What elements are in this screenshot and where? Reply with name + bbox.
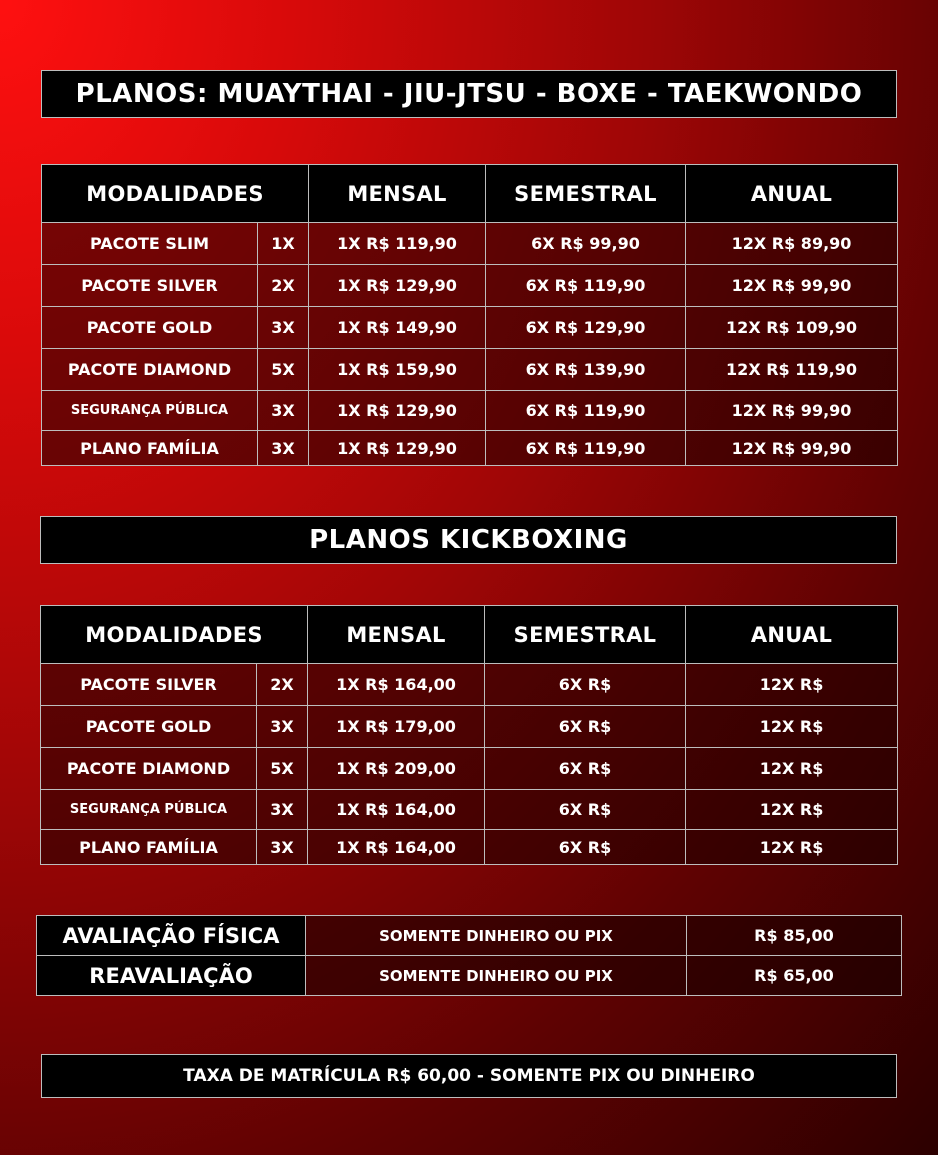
table-row [42, 431, 898, 466]
price-mensal: 1X R$ 129,90 [309, 431, 486, 466]
plan-name: PACOTE DIAMOND [42, 349, 258, 391]
price-mensal: 1X R$ 119,90 [309, 223, 486, 265]
table-row [42, 265, 898, 307]
price-semestral: 6X R$ 129,90 [486, 307, 686, 349]
price-semestral: 6X R$ [485, 790, 686, 830]
table-row [42, 391, 898, 431]
plan-frequency: 3X [257, 790, 308, 830]
plan-name: SEGURANÇA PÚBLICA [42, 391, 258, 431]
price-anual: 12X R$ [686, 790, 898, 830]
price-anual: 12X R$ 99,90 [686, 265, 898, 307]
price-mensal: 1X R$ 129,90 [309, 265, 486, 307]
header-modalidades: MODALIDADES [42, 165, 309, 223]
price-mensal: 1X R$ 209,00 [308, 748, 485, 790]
table-row [41, 706, 898, 748]
header-semestral: SEMESTRAL [486, 165, 686, 223]
enrollment-fee-banner: TAXA DE MATRÍCULA R$ 60,00 - SOMENTE PIX OU DINHEIRO [41, 1054, 897, 1098]
price-anual: 12X R$ [686, 706, 898, 748]
table-row [41, 664, 898, 706]
price-semestral: 6X R$ 119,90 [486, 265, 686, 307]
extras-table [36, 915, 902, 996]
plan-frequency: 3X [258, 307, 309, 349]
plan-name: PACOTE SLIM [42, 223, 258, 265]
price-mensal: 1X R$ 149,90 [309, 307, 486, 349]
section1-title: PLANOS: MUAYTHAI - JIU-JTSU - BOXE - TAEKWONDO [41, 70, 897, 118]
table-row [41, 790, 898, 830]
price-anual: 12X R$ 99,90 [686, 391, 898, 431]
header-semestral: SEMESTRAL [485, 606, 686, 664]
price-semestral: 6X R$ 99,90 [486, 223, 686, 265]
table-row [42, 307, 898, 349]
pricing-table-2 [40, 605, 898, 865]
price-mensal: 1X R$ 129,90 [309, 391, 486, 431]
header-anual: ANUAL [686, 606, 898, 664]
table-row [37, 916, 902, 956]
plan-frequency: 3X [257, 830, 308, 865]
table-header-row [41, 606, 898, 664]
service-price: R$ 85,00 [687, 916, 902, 956]
header-anual: ANUAL [686, 165, 898, 223]
price-anual: 12X R$ 109,90 [686, 307, 898, 349]
service-label: AVALIAÇÃO FÍSICA [37, 916, 306, 956]
header-mensal: MENSAL [308, 606, 485, 664]
header-modalidades: MODALIDADES [41, 606, 308, 664]
plan-frequency: 5X [258, 349, 309, 391]
plan-frequency: 1X [258, 223, 309, 265]
plan-name: PACOTE SILVER [42, 265, 258, 307]
table-header-row [42, 165, 898, 223]
price-semestral: 6X R$ 139,90 [486, 349, 686, 391]
plan-name: PLANO FAMÍLIA [41, 830, 257, 865]
price-semestral: 6X R$ 119,90 [486, 431, 686, 466]
price-semestral: 6X R$ [485, 748, 686, 790]
table-row [42, 349, 898, 391]
section2-title: PLANOS KICKBOXING [40, 516, 897, 564]
plan-frequency: 2X [257, 664, 308, 706]
plan-name: PACOTE SILVER [41, 664, 257, 706]
plan-name: PACOTE DIAMOND [41, 748, 257, 790]
plan-frequency: 3X [257, 706, 308, 748]
price-semestral: 6X R$ [485, 664, 686, 706]
plan-name: PACOTE GOLD [42, 307, 258, 349]
price-semestral: 6X R$ [485, 706, 686, 748]
plan-frequency: 3X [258, 391, 309, 431]
plan-name: PACOTE GOLD [41, 706, 257, 748]
plan-frequency: 2X [258, 265, 309, 307]
plan-frequency: 3X [258, 431, 309, 466]
table-row [41, 748, 898, 790]
payment-note: SOMENTE DINHEIRO OU PIX [306, 916, 687, 956]
plan-name: PLANO FAMÍLIA [42, 431, 258, 466]
table-row [41, 830, 898, 865]
price-anual: 12X R$ [686, 748, 898, 790]
price-anual: 12X R$ 89,90 [686, 223, 898, 265]
price-anual: 12X R$ 119,90 [686, 349, 898, 391]
service-price: R$ 65,00 [687, 956, 902, 996]
plan-frequency: 5X [257, 748, 308, 790]
price-semestral: 6X R$ 119,90 [486, 391, 686, 431]
price-mensal: 1X R$ 164,00 [308, 664, 485, 706]
price-mensal: 1X R$ 164,00 [308, 830, 485, 865]
pricing-table-1 [41, 164, 898, 466]
price-anual: 12X R$ [686, 830, 898, 865]
table-row [37, 956, 902, 996]
table-row [42, 223, 898, 265]
price-anual: 12X R$ [686, 664, 898, 706]
header-mensal: MENSAL [309, 165, 486, 223]
price-mensal: 1X R$ 179,00 [308, 706, 485, 748]
price-mensal: 1X R$ 159,90 [309, 349, 486, 391]
plan-name: SEGURANÇA PÚBLICA [41, 790, 257, 830]
price-semestral: 6X R$ [485, 830, 686, 865]
price-mensal: 1X R$ 164,00 [308, 790, 485, 830]
service-label: REAVALIAÇÃO [37, 956, 306, 996]
price-anual: 12X R$ 99,90 [686, 431, 898, 466]
payment-note: SOMENTE DINHEIRO OU PIX [306, 956, 687, 996]
